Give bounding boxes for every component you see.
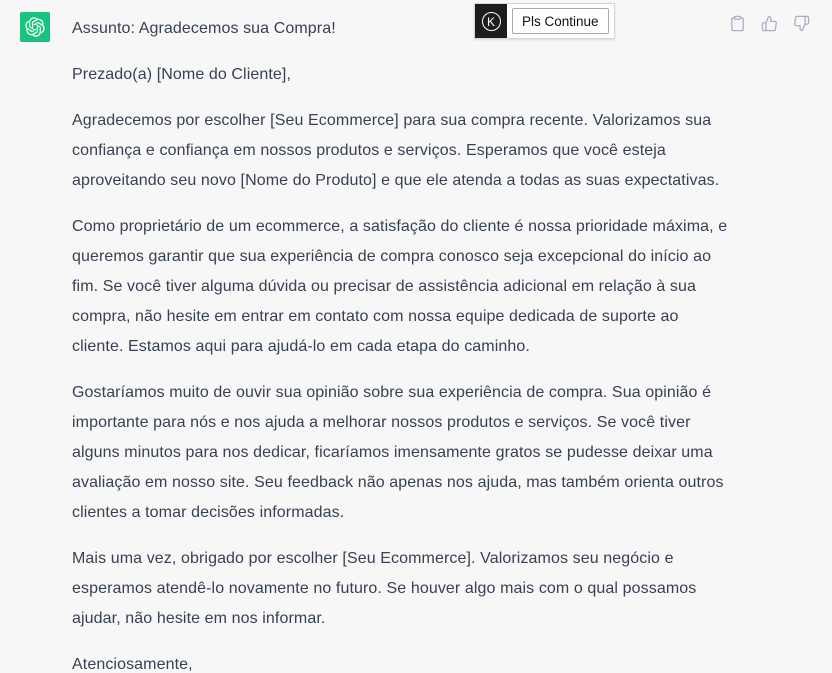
message-paragraph: Agradecemos por escolher [Seu Ecommerce] para sua compra recente. Valorizamos sua confiança e confiança em nossos produtos e serviços. Esperamos que você esteja aproveitando seu novo [Nome do Produto] e que ele atenda a todas as suas expectativas. bbox=[72, 112, 720, 189]
copy-icon bbox=[729, 15, 746, 32]
openai-logo-icon bbox=[25, 17, 45, 37]
pls-continue-button[interactable]: Pls Continue bbox=[512, 8, 609, 34]
circled-k-icon: K bbox=[482, 12, 501, 31]
thumbs-down-button[interactable] bbox=[791, 13, 812, 34]
message-paragraph: Mais uma vez, obrigado por escolher [Seu Ecommerce]. Valorizamos seu negócio e esperamos atendê-lo novamente no futuro. Se houver algo mais com o qual possamos ajudar, não hesite em nos informar. bbox=[72, 550, 697, 627]
thumbs-up-button[interactable] bbox=[759, 13, 780, 34]
message-content bbox=[72, 12, 734, 673]
message-greeting: Prezado(a) [Nome do Cliente], bbox=[72, 66, 292, 83]
chatgpt-avatar bbox=[20, 12, 50, 42]
thumbs-down-icon bbox=[793, 15, 810, 32]
extension-popup bbox=[474, 3, 615, 39]
thumbs-up-icon bbox=[761, 15, 778, 32]
copy-button[interactable] bbox=[727, 13, 748, 34]
message-actions bbox=[727, 13, 812, 34]
extension-k-badge[interactable] bbox=[475, 4, 507, 38]
message-subject-line: Assunto: Agradecemos sua Compra! bbox=[72, 20, 336, 37]
message-paragraph: Como proprietário de um ecommerce, a satisfação do cliente é nossa prioridade máxima, e queremos garantir que sua experiência de compra conosco seja excepcional do início ao fim. Se você tiver alguma dúvida ou precisar de assistência adicional em relação à sua compra, não hesite em entrar em contato com nossa equipe dedicada de suporte ao cliente. Estamos aqui para ajudá-lo em cada etapa do caminho. bbox=[72, 218, 728, 355]
message-paragraph: Gostaríamos muito de ouvir sua opinião sobre sua experiência de compra. Sua opinião é importante para nós e nos ajuda a melhorar nossos produtos e serviços. Se você tiver alguns minutos para nos dedicar, ficaríamos imensamente gratos se pudesse deixar uma avaliação em nosso site. Seu feedback não apenas nos ajuda, mas também orienta outros clientes a tomar decisões informadas. bbox=[72, 384, 724, 521]
message-closing: Atenciosamente, bbox=[72, 656, 193, 673]
